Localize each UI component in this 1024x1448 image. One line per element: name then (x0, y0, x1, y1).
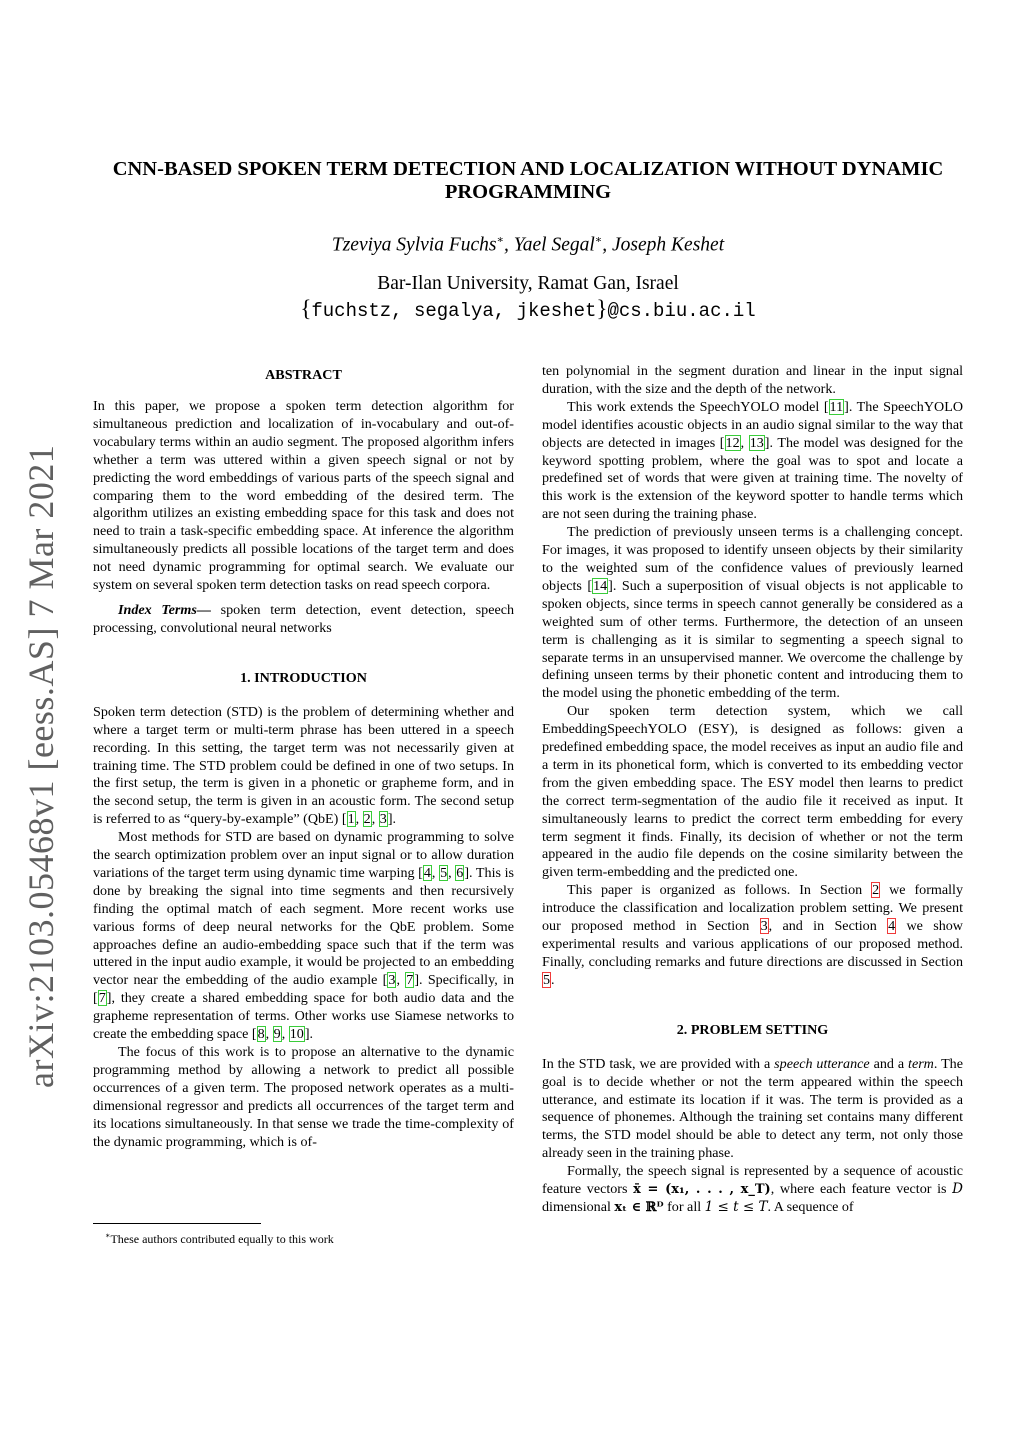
author-emails (96, 296, 960, 324)
affiliation: Bar-Ilan University, Ramat Gan, Israel (377, 273, 679, 294)
paper-title (96, 158, 960, 204)
right-paragraph-continued: ten polynomial in the segment duration and linear in the input signal duration, with the size and the depth of the network. (542, 363, 963, 397)
citation-link[interactable]: 12 (725, 434, 740, 451)
footnote (105, 1228, 334, 1247)
citation-link[interactable]: 13 (749, 434, 764, 451)
citation-link[interactable]: 5 (440, 864, 448, 881)
citation-link[interactable]: 8 (257, 1026, 265, 1043)
math-index-range: 1 ≤ t ≤ T (704, 1198, 768, 1215)
author-2: Yael Segal (513, 234, 595, 256)
intro-paragraph-1: Spoken term detection (STD) is the problem of determining whether and where a target term or multi-term phrase has been uttered in a speech recording. In this setting, the target term was not necessarily given at training time. The STD problem could be defined in one of two setups. In the first setup, the term is given in a phonetic or grapheme form, and in the second setup, the term is given in an acoustic form. The second setup is referred to as “query-by-example” (QbE) [1, 2, 3]. (93, 703, 514, 828)
section-link[interactable]: 4 (888, 918, 896, 935)
citation-link[interactable]: 6 (456, 864, 464, 881)
problem-setting-heading: 2. PROBLEM SETTING (676, 1021, 829, 1038)
footnote-rule (93, 1223, 261, 1224)
citation-link[interactable]: 10 (289, 1026, 304, 1043)
email-users: fuchstz, segalya, jkeshet (311, 300, 597, 322)
problem-paragraph-2: Formally, the speech signal is represented by a sequence of acoustic feature vectors x̄ = (x₁, . . . , x_T), where each feature vector is D dimensional xₜ ∈ ℝᴰ for all 1 ≤ t ≤ T. A sequence of (542, 1163, 963, 1215)
math-dimension: D (952, 1181, 963, 1198)
citation-link[interactable]: 7 (98, 990, 106, 1007)
citation-link[interactable]: 7 (406, 972, 414, 989)
intro-paragraph-2: Most methods for STD are based on dynamic programming to solve the search optimization problem over an input signal or to allow duration variations of the target term using dynamic time warping [4, 5, 6]. This is done by breaking the signal into time segments and then recursively finding the optimal match of each segment. More recent works use various forms of deep neural networks for the QbE problem. Some approaches define an audio-embedding space such that if the term was uttered in the input audio example, it would be projected to an embedding vector near the embedding of the audio example [3, 7]. Specifically, in [7], they create a shared embedding space for both audio data and the grapheme representation of terms. Other works use Siamese networks to create the embedding space [8, 9, 10]. (93, 829, 515, 1043)
citation-link[interactable]: 3 (388, 972, 396, 989)
abstract-heading: ABSTRACT (265, 367, 342, 383)
citation-link[interactable]: 14 (593, 577, 608, 594)
citation-link[interactable]: 1 (347, 811, 355, 828)
email-brace-close: } (596, 296, 608, 321)
citation-link[interactable]: 3 (379, 811, 387, 828)
right-paragraph-unseen: The prediction of previously unseen terms is a challenging concept. For images, it was proposed to identify unseen objects by their similarity to the weighted sum of the confidence values of previously learned objects [14]. Such a superposition of visual objects is not applicable to spoken objects, since terms in speech cannot generally be considered as a weighted sum of other terms. Furthermore, the detection of an unseen term is challenging as it is similar to segmenting a speech signal to separate terms in an unsupervised manner. We overcome the challenge by defining unseen terms by their phonetic content and introducing them to the model using the phonetic embedding of the term. (542, 524, 963, 702)
intro-paragraph-3: The focus of this work is to propose an alternative to the dynamic programming method by allowing a network to predict all possible occurrences of a given term. The proposed network operates as a multi-dimensional regressor and predicts all occurrences of the target term and its locations simultaneously. In that sense we trade the time-complexity of the dynamic programming, which is of- (93, 1044, 514, 1150)
index-terms-list: spoken term detection, event detection, speech processing, convolutional neural networks (93, 601, 515, 636)
emphasis-speech-utterance: speech utterance (774, 1055, 870, 1072)
right-paragraph-esy: Our spoken term detection system, which we call EmbeddingSpeechYOLO (ESY), is designed as follows: given a predefined embedding space, the model receives as input an audio file and a term in its phonetical form, which is converted to its embedding vector from the given embedding space. The ESY model then learns to predict the correct term-segmentation of the audio file it received as input. It simultaneously learns to predict the correct term embedding for every term segment it finds. Finally, its decision of whether or not the term appeared in the audio file depends on the cosine similarity between the given term-embedding and the predicted one. (542, 703, 963, 881)
citation-link[interactable]: 2 (363, 811, 371, 828)
section-link[interactable]: 3 (760, 918, 768, 935)
math-feature-sequence: x̄ = (x₁, . . . , x_T) (633, 1182, 771, 1198)
title-line-2: PROGRAMMING (444, 181, 612, 203)
author-1: Tzeviya Sylvia Fuchs (331, 234, 497, 256)
footnote-mark: ∗ (105, 1231, 111, 1240)
citation-link[interactable]: 9 (273, 1026, 281, 1043)
left-column (93, 366, 514, 1151)
author-3: Joseph Keshet (612, 234, 725, 256)
abstract-text: In this paper, we propose a spoken term detection algorithm for simultaneous prediction and localization of in-vocabulary and out-of-vocabulary terms within an audio segment. The proposed algorithm infers whether a term was uttered within a given speech signal or not by predicting the word embeddings of various parts of the speech signal and comparing them to the word embedding of the desired term. The algorithm utilizes an existing embedding space for this task and does not need to train a task-specific embedding space. At inference the algorithm simultaneously predicts all possible locations of the target term and does not need dynamic programming for optimal search. We evaluate our system on several spoken term detection tasks on read speech corpora. (93, 398, 514, 594)
section-link[interactable]: 5 (543, 971, 551, 988)
citation-link[interactable]: 4 (423, 864, 431, 881)
arxiv-sidebar-stamp: arXiv:2103.05468v1 [eess.AS] 7 Mar 2021 (21, 444, 61, 1088)
intro-heading: 1. INTRODUCTION (240, 669, 367, 686)
right-column (542, 363, 963, 1217)
email-brace-open: { (300, 296, 312, 321)
equal-contrib-mark: ∗ (594, 234, 603, 246)
right-paragraph-speechyolo: This work extends the SpeechYOLO model [11]. The SpeechYOLO model identifies acoustic objects in an audio signal similar to the way that objects are detected in images [12, 13]. The model was designed for the keyword spotting problem, where the goal was to spot and locate a predefined set of words that were given at training time. The novelty of this work is the extension of the keyword spotter to handle terms which are not seen during the training phase. (542, 398, 964, 523)
citation-link[interactable]: 11 (829, 398, 844, 415)
footnote-text: These authors contributed equally to this work (110, 1232, 334, 1246)
math-feature-vector: xₜ ∈ ℝᴰ (614, 1199, 664, 1215)
email-domain: @cs.biu.ac.il (607, 300, 756, 322)
equal-contrib-mark: ∗ (496, 234, 504, 246)
index-terms (93, 602, 514, 638)
title-line-1: CNN-BASED SPOKEN TERM DETECTION AND LOCALIZATION WITHOUT DYNAMIC (112, 158, 944, 180)
emphasis-term: term (908, 1055, 934, 1072)
index-terms-label: Index Terms— (118, 601, 211, 618)
problem-paragraph-1: In the STD task, we are provided with a speech utterance and a term. The goal is to decide whether or not the term appeared within the speech utterance, and estimate its location if it was. The term is provided as a sequence of phonemes. Although the training set contains many different terms, the STD model should be able to detect any term, not only those already seen in the training phase. (542, 1055, 963, 1162)
right-paragraph-organization: This paper is organized as follows. In Section 2 we formally introduce the classification and localization problem setting. We present our proposed method in Section 3, and in Section 4 we show experimental results and various applications of our proposed method. Finally, concluding remarks and future directions are discussed in Section 5. (542, 882, 964, 988)
section-link[interactable]: 2 (872, 882, 880, 899)
author-list: Tzeviya Sylvia Fuchs∗, Yael Segal∗, Joseph Keshet (331, 234, 725, 256)
